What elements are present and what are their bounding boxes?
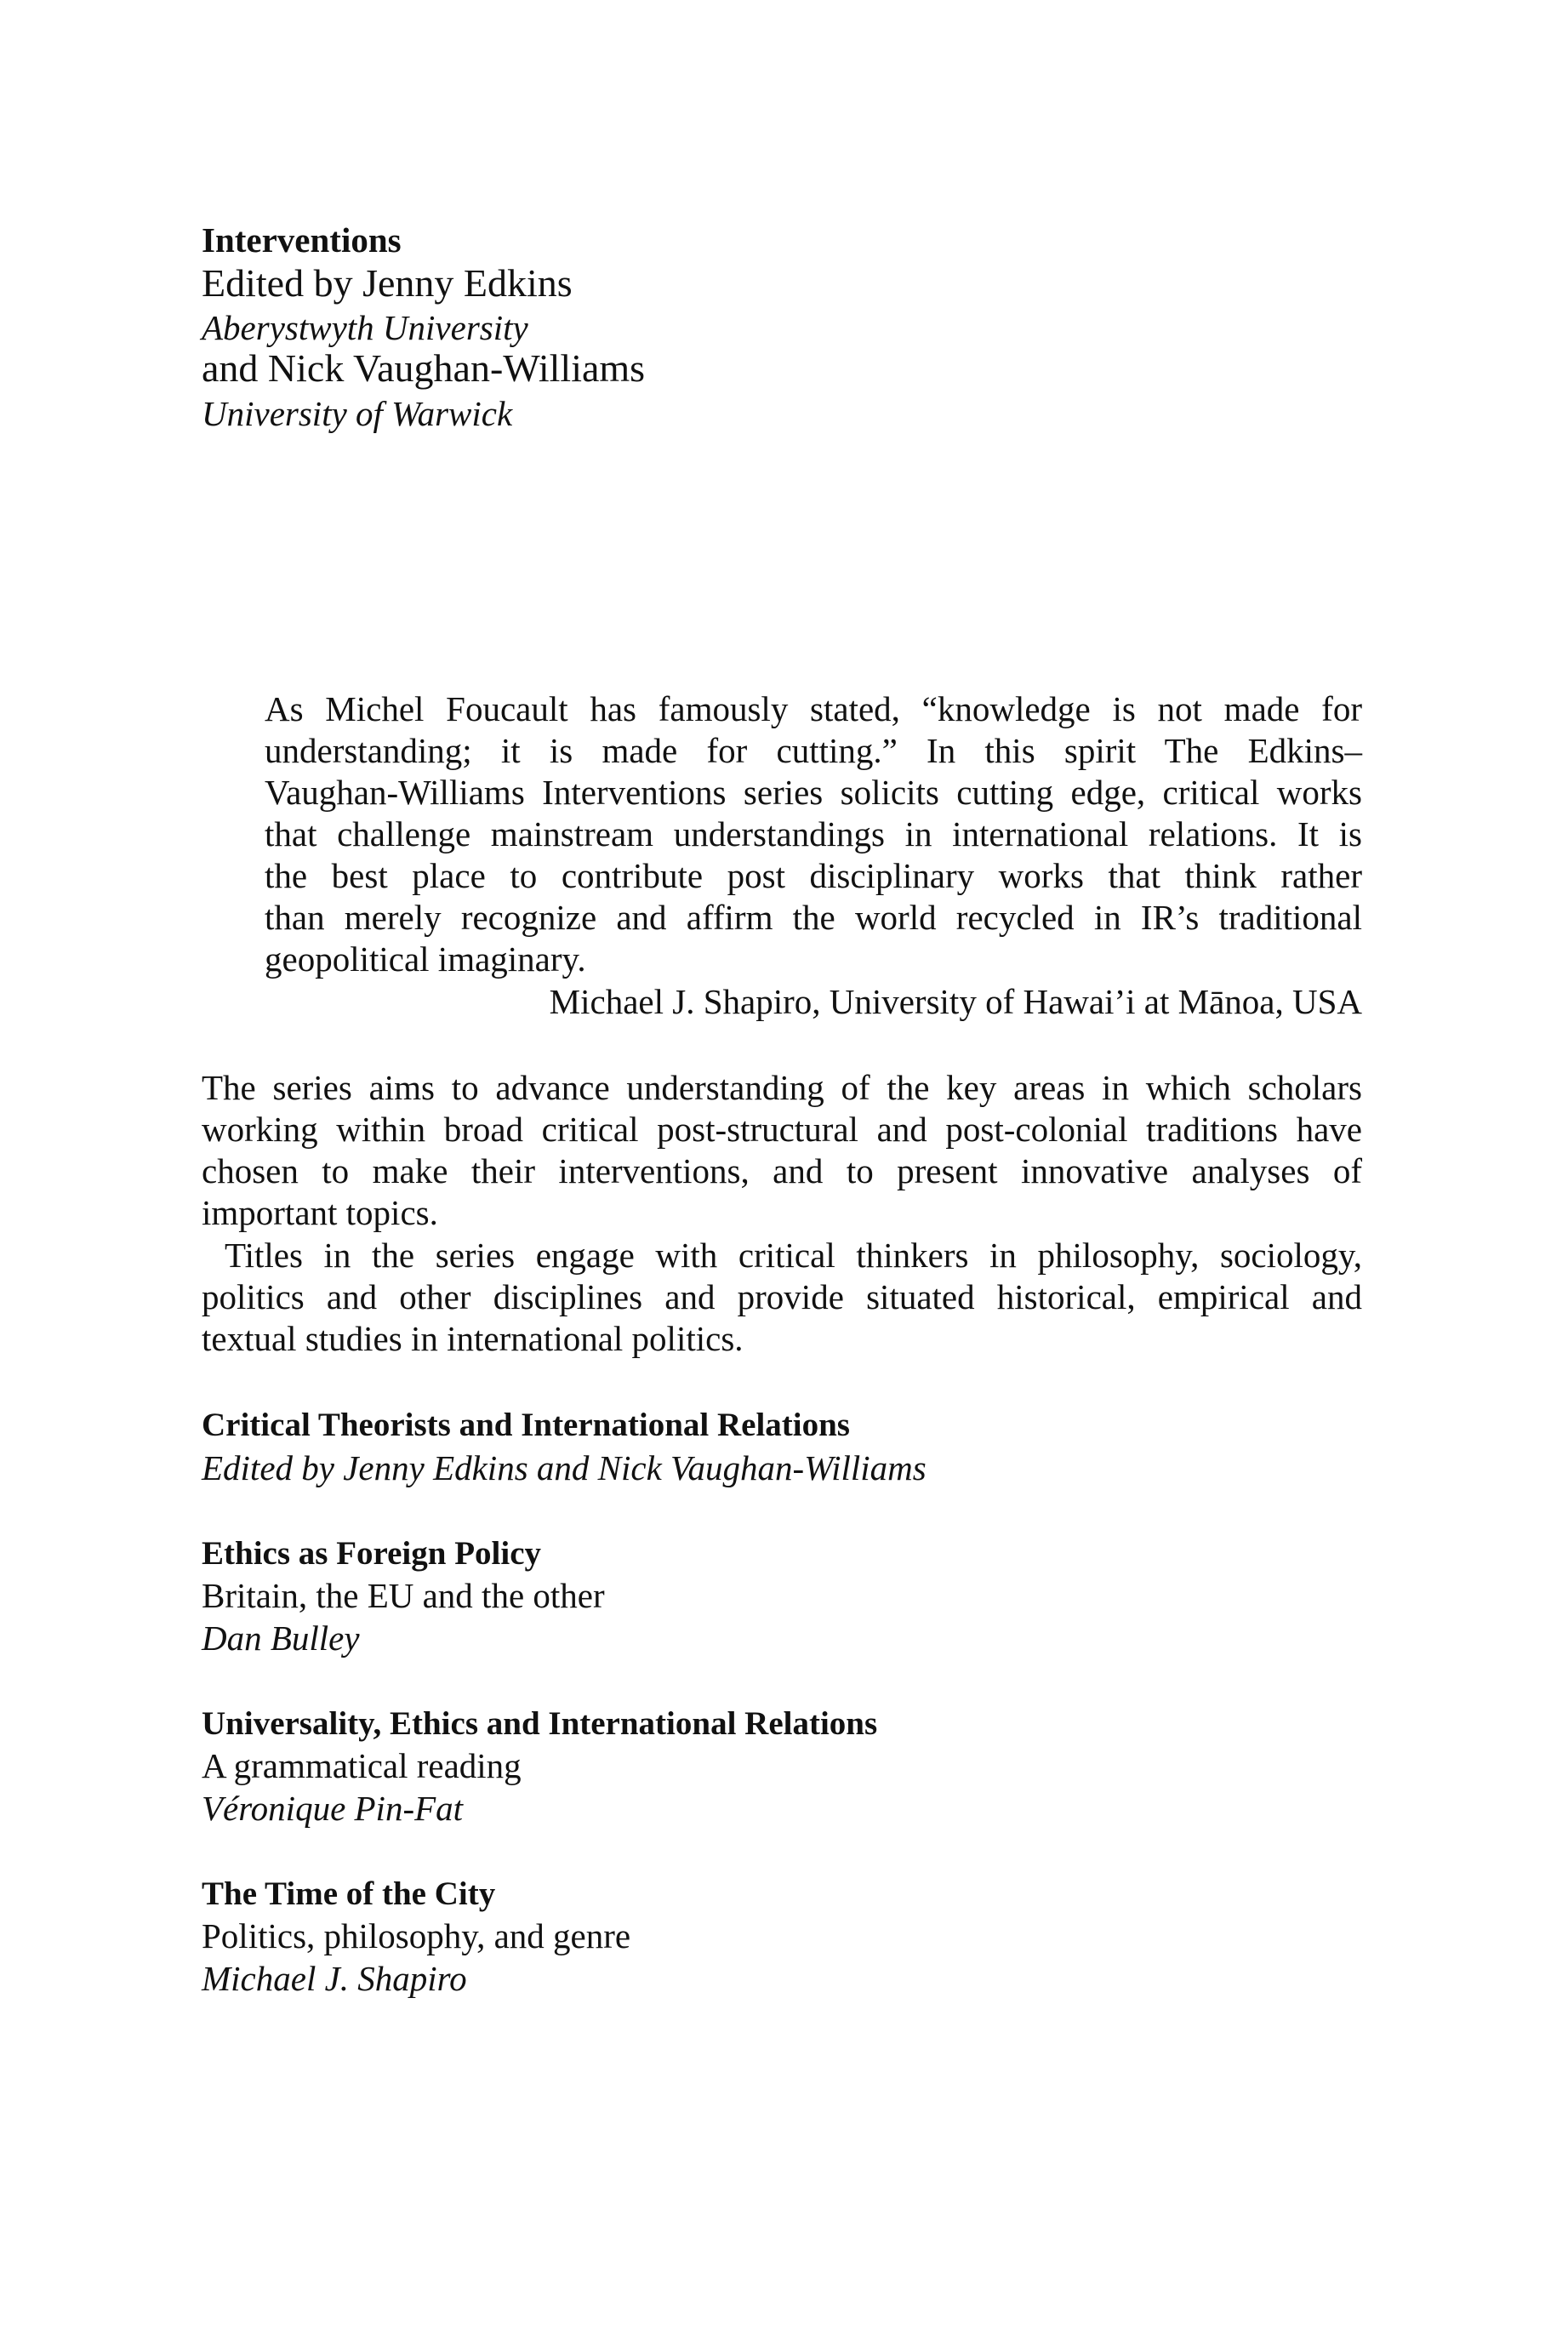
editor-2: and Nick Vaughan-Williams <box>202 346 646 390</box>
book-subtitle: Britain, the EU and the other <box>202 1576 605 1615</box>
affiliation-2: University of Warwick <box>202 394 513 433</box>
quote-attribution: Michael J. Shapiro, University of Hawai’i at Mānoa, USA <box>549 982 1362 1021</box>
book-title: The Time of the City <box>202 1875 496 1912</box>
quote-line: geopolitical imaginary. <box>265 939 586 979</box>
description-line: politics and other disciplines and provide situated historical, empirical and <box>202 1277 1362 1316</box>
editor-1: Edited by Jenny Edkins <box>202 261 573 305</box>
book-subtitle: Politics, philosophy, and genre <box>202 1916 631 1955</box>
quote-line: the best place to contribute post disciplinary works that think rather <box>265 856 1362 895</box>
quote-line: understanding; it is made for cutting.” In this spirit The Edkins– <box>265 731 1362 770</box>
description-line: important topics. <box>202 1193 438 1232</box>
quote-line: than merely recognize and affirm the world recycled in IR’s traditional <box>265 898 1362 937</box>
description-line: Titles in the series engage with critical thinkers in philosophy, sociology, <box>225 1236 1362 1275</box>
description-line: The series aims to advance understanding of the key areas in which scholars <box>202 1068 1362 1107</box>
book-subtitle: A grammatical reading <box>202 1746 522 1785</box>
description-line: chosen to make their interventions, and to present innovative analyses of <box>202 1151 1362 1190</box>
quote-line: As Michel Foucault has famously stated, “knowledge is not made for <box>265 689 1362 728</box>
book-author: Edited by Jenny Edkins and Nick Vaughan-Williams <box>202 1448 927 1487</box>
book-author: Michael J. Shapiro <box>202 1959 467 1998</box>
affiliation-1: Aberystwyth University <box>202 308 528 347</box>
quote-line: that challenge mainstream understandings in international relations. It is <box>265 814 1362 853</box>
book-author: Véronique Pin-Fat <box>202 1789 464 1828</box>
description-line: working within broad critical post-structural and post-colonial traditions have <box>202 1110 1362 1149</box>
book-title: Ethics as Foreign Policy <box>202 1535 542 1572</box>
book-title: Critical Theorists and International Relations <box>202 1407 850 1443</box>
description-line: textual studies in international politics. <box>202 1319 744 1358</box>
quote-line: Vaughan-Williams Interventions series solicits cutting edge, critical works <box>265 773 1362 812</box>
book-author: Dan Bulley <box>202 1618 360 1658</box>
series-title: Interventions <box>202 220 402 260</box>
book-title: Universality, Ethics and International Relations <box>202 1705 878 1742</box>
